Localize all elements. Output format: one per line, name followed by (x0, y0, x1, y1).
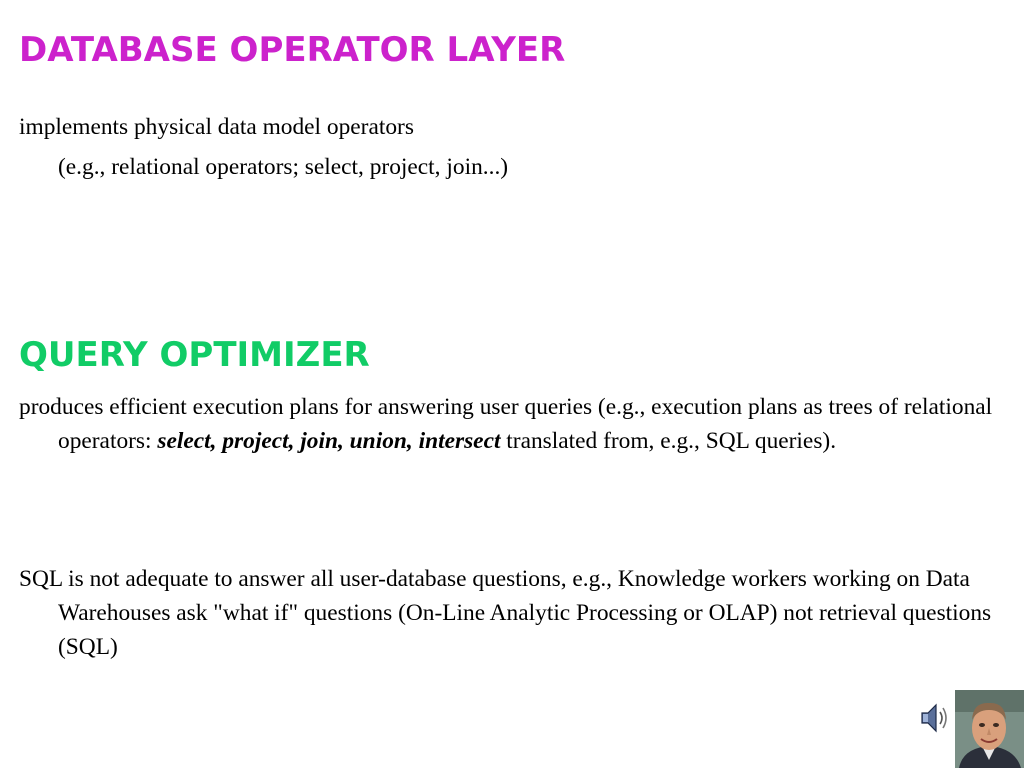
speaker-icon-graphic (918, 699, 952, 737)
optimizer-description-start: produces efficient execution plans for answering user queries (e.g., execution plans as trees of relational operators: (19, 394, 993, 454)
speaker-icon[interactable] (918, 699, 952, 737)
presenter-photo-graphic (955, 690, 1024, 768)
sql-limitation-note: SQL is not adequate to answer all user-database questions, e.g., Knowledge workers working on Data Warehouses ask "what if" questions (On-Line Analytic Processing or OLAP) not retrieval questions (SQL) (19, 566, 992, 660)
operator-layer-description: implements physical data model operators (19, 114, 414, 140)
optimizer-description (19, 390, 1024, 458)
optimizer-description-end: translated from, e.g., SQL queries). (500, 428, 837, 454)
section-title-database-operator-layer: DATABASE OPERATOR LAYER (19, 30, 566, 70)
operator-layer-example: (e.g., relational operators; select, project, join...) (58, 154, 509, 180)
presenter-photo (955, 690, 1024, 768)
section-title-query-optimizer: QUERY OPTIMIZER (19, 335, 370, 375)
relational-operators-emphasis: select, project, join, union, intersect (157, 428, 501, 454)
